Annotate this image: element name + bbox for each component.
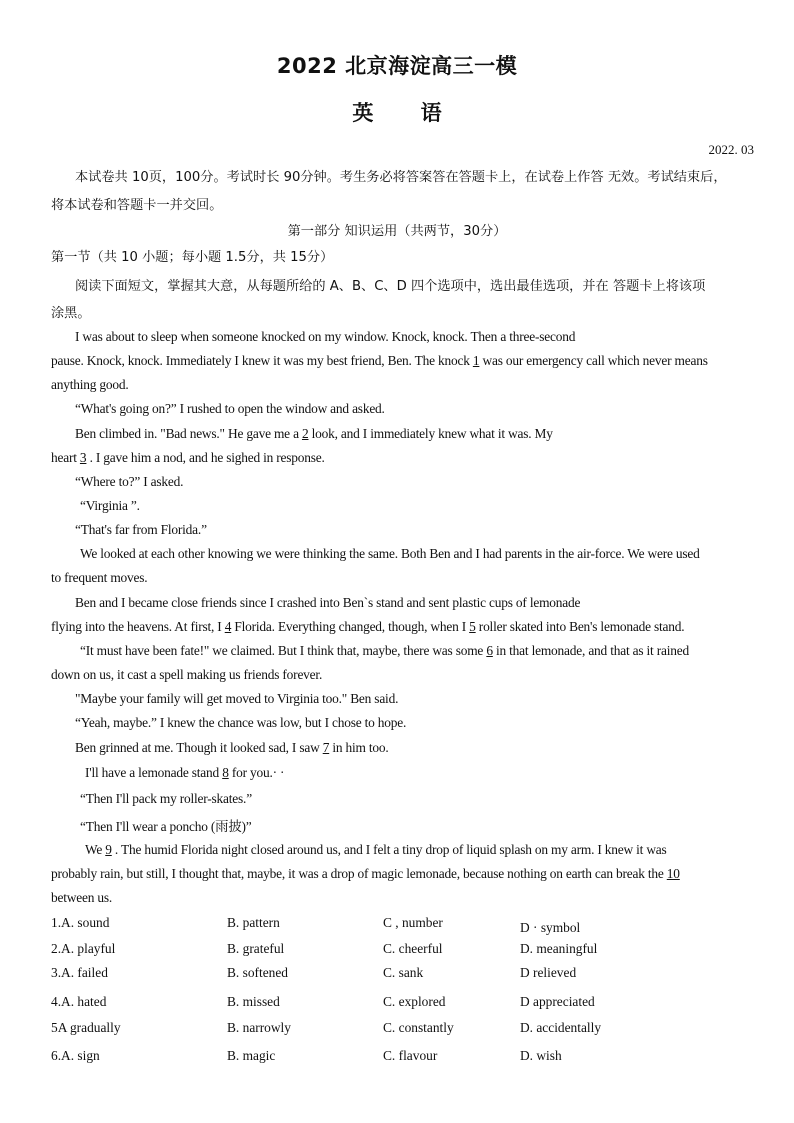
passage-line: Ben grinned at me. Though it looked sad, I saw 7 in him too. (75, 740, 389, 755)
instructions-line-1: 本试卷共 10页，100分。考试时长 90分钟。考生务必将答案答在答题卡上，在试卷上作答 无效。考试结束后， (75, 170, 727, 185)
directions-line-2: 涂黑。 (51, 306, 91, 321)
option-a: 2.A. playful (51, 941, 116, 956)
passage-line: Ben and I became close friends since I crashed into Ben`s stand and sent plastic cups of lemonade (75, 595, 581, 610)
passage-line: I was about to sleep when someone knocked on my window. Knock, knock. Then a three-second (75, 329, 576, 344)
instructions-line-2: 将本试卷和答题卡一并交回。 (51, 198, 223, 213)
section-heading: 第一节（共 10 小题；每小题 1.5分，共 15分） (51, 250, 334, 265)
option-b: B. narrowly (227, 1020, 291, 1035)
passage-line: “What's going on?” I rushed to open the window and asked. (75, 401, 385, 416)
blank-10: 10 (666, 866, 680, 881)
blank-7: 7 (322, 740, 330, 755)
subject-heading: 英 语 (352, 101, 442, 125)
blank-1: 1 (472, 353, 480, 368)
option-a: 4.A. hated (51, 994, 107, 1009)
exam-date: 2022. 03 (708, 142, 754, 157)
option-c: C. cheerful (383, 941, 443, 956)
blank-3: 3 (79, 450, 87, 465)
option-b: B. grateful (227, 941, 285, 956)
option-a: 1.A. sound (51, 915, 110, 930)
passage-line: We 9 . The humid Florida night closed around us, and I felt a tiny drop of liquid splash on my arm. I knew it was (85, 842, 667, 857)
part-heading: 第一部分 知识运用（共两节，30分） (287, 224, 507, 239)
blank-8: 8 (222, 765, 229, 780)
passage-line: “Virginia ”. (80, 498, 140, 513)
option-d: D relieved (520, 965, 577, 980)
passage-line: Ben climbed in. "Bad news." He gave me a 2 look, and I immediately knew what it was. My (75, 426, 553, 441)
blank-5: 5 (469, 619, 476, 634)
passage-line: “It must have been fate!" we claimed. But I think that, maybe, there was some 6 in that lemonade, and that as it rained (80, 643, 689, 658)
passage-line: probably rain, but still, I thought that, maybe, it was a drop of magic lemonade, because nothing on earth can break the 10 (51, 866, 680, 881)
option-b: B. missed (227, 994, 280, 1009)
option-d: D. accidentally (520, 1020, 602, 1035)
option-c: C. constantly (383, 1020, 454, 1035)
passage-line: heart 3 . I gave him a nod, and he sighed in response. (51, 450, 325, 465)
option-d: D. meaningful (520, 941, 598, 956)
option-a: 3.A. failed (51, 965, 108, 980)
passage-line: anything good. (51, 377, 129, 392)
passage-line: pause. Knock, knock. Immediately I knew it was my best friend, Ben. The knock 1 was our emergency call which never means (51, 353, 708, 368)
option-d: D. wish (520, 1048, 562, 1063)
option-c: C , number (383, 915, 443, 930)
passage-line: flying into the heavens. At first, I 4 Florida. Everything changed, though, when I 5 roller skated into Ben's lemonade stand. (51, 619, 685, 634)
option-c: C. explored (383, 994, 446, 1009)
passage-line: between us. (51, 890, 113, 905)
passage-line: I'll have a lemonade stand 8 for you.· · (85, 765, 285, 780)
passage-line: to frequent moves. (51, 570, 148, 585)
option-b: B. softened (227, 965, 288, 980)
option-d: D · symbol (520, 920, 581, 935)
blank-6: 6 (486, 643, 493, 658)
blank-9: 9 (105, 842, 112, 857)
passage-line: “Then I'll wear a poncho (雨披)” (80, 819, 252, 834)
passage-line: “Where to?” I asked. (75, 474, 184, 489)
passage-line: “That's far from Florida.” (75, 522, 207, 537)
option-a: 6.A. sign (51, 1048, 100, 1063)
passage-line: “Then I'll pack my roller-skates.” (80, 791, 252, 806)
blank-2: 2 (301, 426, 309, 441)
exam-title: 2022 北京海淀高三一模 (276, 54, 518, 78)
option-b: B. pattern (227, 915, 280, 930)
directions-line-1: 阅读下面短文，掌握其大意，从每题所给的 A、B、C、D 四个选项中，选出最佳选项，并在 答题卡上将该项 (75, 279, 706, 294)
option-a: 5A gradually (51, 1020, 121, 1035)
passage-line: We looked at each other knowing we were thinking the same. Both Ben and I had parents in the air-force. We were used (80, 546, 700, 561)
passage-line: down on us, it cast a spell making us friends forever. (51, 667, 323, 682)
option-b: B. magic (227, 1048, 276, 1063)
option-c: C. sank (383, 965, 424, 980)
blank-4: 4 (224, 619, 232, 634)
passage-line: “Yeah, maybe.” I knew the chance was low, but I chose to hope. (75, 715, 407, 730)
passage-line: "Maybe your family will get moved to Virginia too." Ben said. (75, 691, 399, 706)
option-c: C. flavour (383, 1048, 438, 1063)
option-d: D appreciated (520, 994, 595, 1009)
